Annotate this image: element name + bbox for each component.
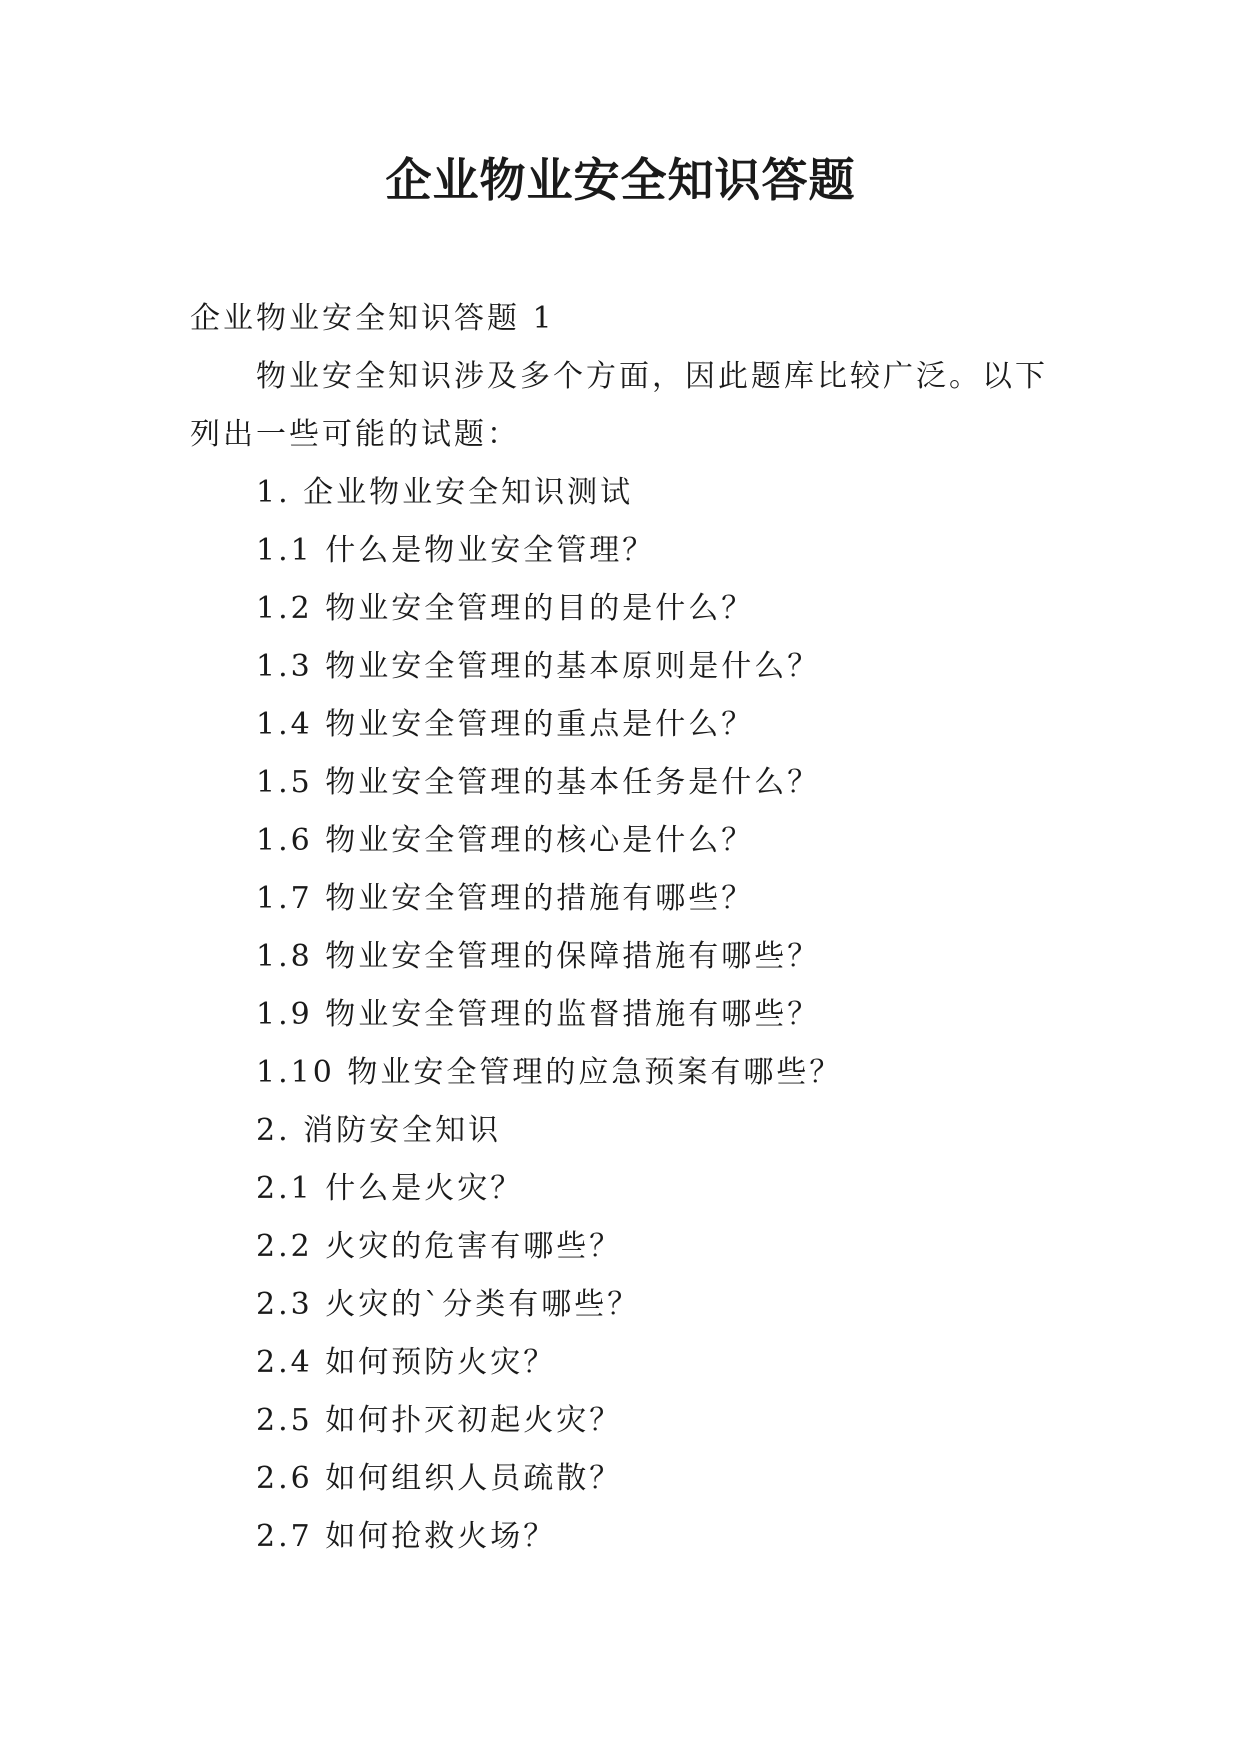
intro-paragraph: 物业安全知识涉及多个方面，因此题库比较广泛。以下列出一些可能的试题： [190,359,1048,452]
list-item: 1.5 物业安全管理的基本任务是什么？ [256,765,821,800]
list-item: 2. 消防安全知识 [256,1113,502,1148]
list-item: 1.4 物业安全管理的重点是什么？ [256,707,755,742]
list-item: 2.4 如何预防火灾？ [256,1345,557,1380]
list-item: 1.1 什么是物业安全管理？ [256,533,656,568]
list-item: 1.8 物业安全管理的保障措施有哪些？ [256,939,821,974]
list-item: 2.1 什么是火灾？ [256,1171,524,1206]
list-item: 2.2 火灾的危害有哪些？ [256,1229,623,1264]
list-item: 1.3 物业安全管理的基本原则是什么？ [256,649,821,684]
list-item: 1.7 物业安全管理的措施有哪些？ [256,881,755,916]
list-item: 1.6 物业安全管理的核心是什么？ [256,823,755,858]
list-item: 2.6 如何组织人员疏散？ [256,1461,623,1496]
list-item: 2.3 火灾的`分类有哪些？ [256,1287,641,1322]
list-item: 1. 企业物业安全知识测试 [256,475,634,510]
list-item: 1.10 物业安全管理的应急预案有哪些？ [256,1055,843,1090]
list-item: 2.7 如何抢救火场？ [256,1519,557,1554]
list-item: 2.5 如何扑灭初起火灾？ [256,1403,623,1438]
document-title: 企业物业安全知识答题 [385,153,856,207]
document-body [190,290,1060,1566]
list-item: 1.9 物业安全管理的监督措施有哪些？ [256,997,821,1032]
list-item: 1.2 物业安全管理的目的是什么？ [256,591,755,626]
section-heading: 企业物业安全知识答题 1 [190,301,555,336]
